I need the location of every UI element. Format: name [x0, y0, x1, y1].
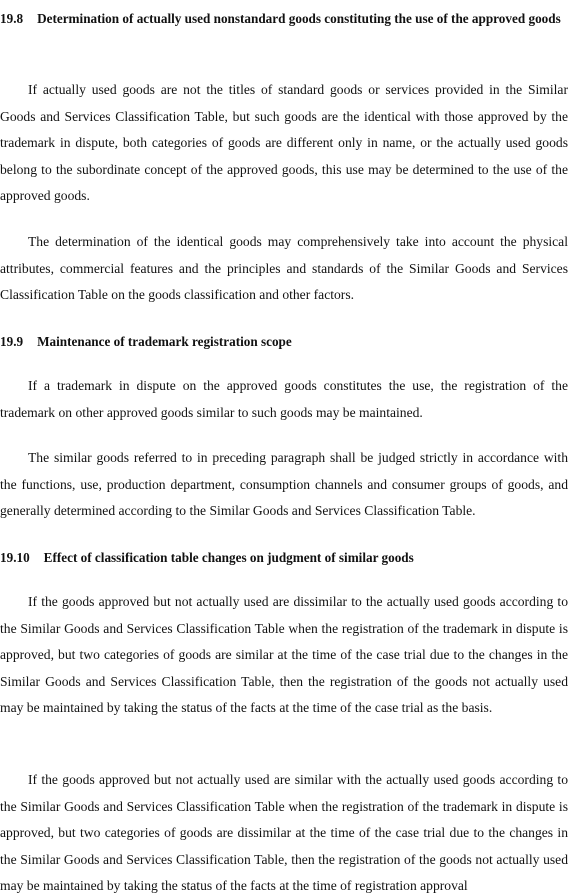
paragraph: If actually used goods are not the titles of standard goods or services provided in the Similar Goods and Services Classification Table, but such goods are the identical with those approved by the trademark in dispute, both categories of goods are different only in name, or the actually used goods belong to the subordinate concept of the approved goods, this use may be determined to the use of the approved goods.: [0, 82, 568, 204]
paragraph: If a trademark in dispute on the approved goods constitutes the use, the registration of the trademark on other approved goods similar to such goods may be maintained.: [0, 378, 568, 420]
paragraph: If the goods approved but not actually used are dissimilar to the actually used goods according to the Similar Goods and Services Classification Table when the registration of the trademark in dispute is approved, but two categories of goods are similar at the time of the case trial due to the changes in the Similar Goods and Services Classification Table, then the registration of the goods not actually used may be maintained by taking the status of the facts at the time of the case trial as the basis.: [0, 594, 568, 716]
section-title: Maintenance of trademark registration scope: [37, 334, 292, 349]
section-number: 19.9: [0, 334, 24, 349]
section-title: Determination of actually used nonstandard goods constituting the use of the approved goods: [37, 11, 561, 26]
paragraph: The determination of the identical goods may comprehensively take into account the physical attributes, commercial features and the principles and standards of the Similar Goods and Services Classification Table on the goods classification and other factors.: [0, 234, 568, 303]
section-title: Effect of classification table changes on judgment of similar goods: [43, 550, 414, 565]
section-heading-19-8: [0, 5, 568, 32]
section-number: 19.8: [0, 11, 24, 26]
section-heading-19-9: [0, 328, 568, 355]
paragraph: The similar goods referred to in preceding paragraph shall be judged strictly in accordance with the functions, use, production department, consumption channels and consumer groups of goods, and generally determined according to the Similar Goods and Services Classification Table.: [0, 450, 568, 519]
section-heading-19-10: [0, 544, 568, 571]
section-number: 19.10: [0, 550, 30, 565]
paragraph: If the goods approved but not actually used are similar with the actually used goods according to the Similar Goods and Services Classification Table when the registration of the trademark in dispute is approved, but two categories of goods are dissimilar at the time of the case trial due to the changes in the Similar Goods and Services Classification Table, then the registration of the goods not actually used may be maintained by taking the status of the facts at the time of registration approval: [0, 772, 568, 894]
